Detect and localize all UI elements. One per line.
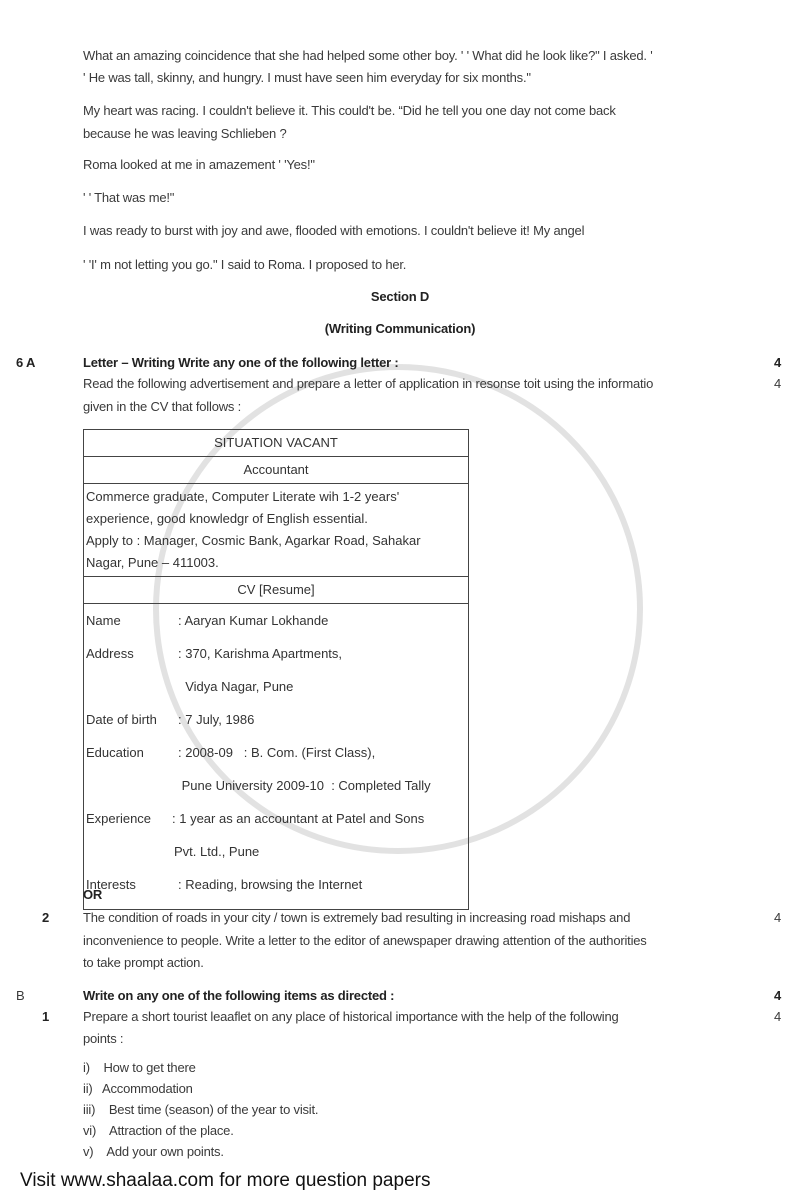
ad-desc-line: Apply to : Manager, Cosmic Bank, Agarkar Road, Sahakar (86, 533, 421, 548)
marks: 4 (774, 910, 782, 925)
point-item: i) How to get there (83, 1060, 196, 1075)
section-subtitle: (Writing Communication) (324, 321, 476, 336)
cv-value: Vidya Nagar, Pune (178, 678, 294, 694)
question-text: Prepare a short tourist leaaflet on any place of historical importance with the help of the following (83, 1009, 619, 1024)
cv-row (86, 637, 466, 670)
marks: 4 (774, 1009, 782, 1024)
ad-title: SITUATION VACANT (84, 430, 469, 457)
cv-row (86, 868, 466, 901)
cv-value: Pune University 2009-10 : Completed Tally (178, 777, 431, 793)
point-item: vi) Attraction of the place. (83, 1123, 234, 1138)
story-line: because he was leaving Schlieben ? (83, 126, 287, 141)
cv-row (86, 802, 466, 835)
cv-title: CV [Resume] (84, 577, 469, 604)
ad-desc-line: Nagar, Pune – 411003. (86, 555, 219, 570)
story-line: ' He was tall, skinny, and hungry. I must have seen him everyday for six months." (83, 70, 531, 85)
footer-link-text[interactable]: Visit www.shaalaa.com for more question papers (20, 1170, 431, 1191)
cv-row (86, 604, 466, 637)
cv-row (86, 703, 466, 736)
question-number: 2 (42, 910, 50, 925)
cv-row (86, 670, 466, 703)
cv-value: Pvt. Ltd., Pune (174, 843, 260, 859)
question-number: 1 (42, 1009, 50, 1024)
ad-post: Accountant (84, 457, 469, 484)
story-line: Roma looked at me in amazement ' 'Yes!" (83, 157, 315, 172)
question-heading: Write on any one of the following items as directed : (83, 988, 395, 1003)
cv-label: Date of birth (86, 711, 157, 727)
question-heading: Letter – Writing Write any one of the following letter : (83, 355, 399, 370)
cv-value: : 370, Karishma Apartments, (178, 645, 343, 661)
cv-label: Education (86, 744, 144, 760)
section-title: Section D (370, 289, 430, 304)
marks: 4 (774, 988, 782, 1003)
question-text: points : (83, 1031, 124, 1046)
advertisement-table (83, 429, 469, 910)
question-number: B (16, 988, 25, 1003)
cv-value: : Reading, browsing the Internet (178, 876, 363, 892)
cv-label: Experience (86, 810, 152, 826)
cv-label: Interests (86, 876, 136, 892)
ad-desc-line: experience, good knowledgr of English essential. (86, 511, 368, 526)
story-line: My heart was racing. I couldn't believe it. This could't be. “Did he tell you one day not come back (83, 103, 616, 118)
cv-value: : Aaryan Kumar Lokhande (178, 612, 329, 628)
question-text: Read the following advertisement and prepare a letter of application in resonse toit using the informatio (83, 376, 654, 391)
cv-value: : 7 July, 1986 (178, 711, 255, 727)
question-number: 6 A (16, 355, 36, 370)
cv-row (86, 736, 466, 769)
marks: 4 (774, 376, 782, 391)
story-line: ' 'I' m not letting you go." I said to Roma. I proposed to her. (83, 257, 407, 272)
cv-details (84, 604, 469, 910)
story-line: What an amazing coincidence that she had helped some other boy. ' ' What did he look like?" I asked. ' (83, 48, 653, 63)
cv-value: : 1 year as an accountant at Patel and Sons (172, 810, 425, 826)
cv-label: Name (86, 612, 121, 628)
question-text: given in the CV that follows : (83, 399, 242, 414)
point-item: v) Add your own points. (83, 1144, 224, 1159)
cv-label: Address (86, 645, 134, 661)
ad-description (84, 484, 469, 577)
story-line: ' ' That was me!" (83, 190, 175, 205)
question-text: to take prompt action. (83, 955, 204, 970)
cv-row (86, 835, 466, 868)
question-text: The condition of roads in your city / town is extremely bad resulting in increasing road mishaps and (83, 910, 631, 925)
point-item: ii) Accommodation (83, 1081, 193, 1096)
marks: 4 (774, 355, 782, 370)
point-item: iii) Best time (season) of the year to visit. (83, 1102, 319, 1117)
cv-row (86, 769, 466, 802)
question-text: inconvenience to people. Write a letter to the editor of anewspaper drawing attention of the authorities (83, 933, 647, 948)
cv-value: : 2008-09 : B. Com. (First Class), (178, 744, 376, 760)
or-label: OR (83, 887, 103, 902)
ad-desc-line: Commerce graduate, Computer Literate wih 1-2 years' (86, 489, 400, 504)
story-line: I was ready to burst with joy and awe, flooded with emotions. I couldn't believe it! My angel (83, 223, 585, 238)
